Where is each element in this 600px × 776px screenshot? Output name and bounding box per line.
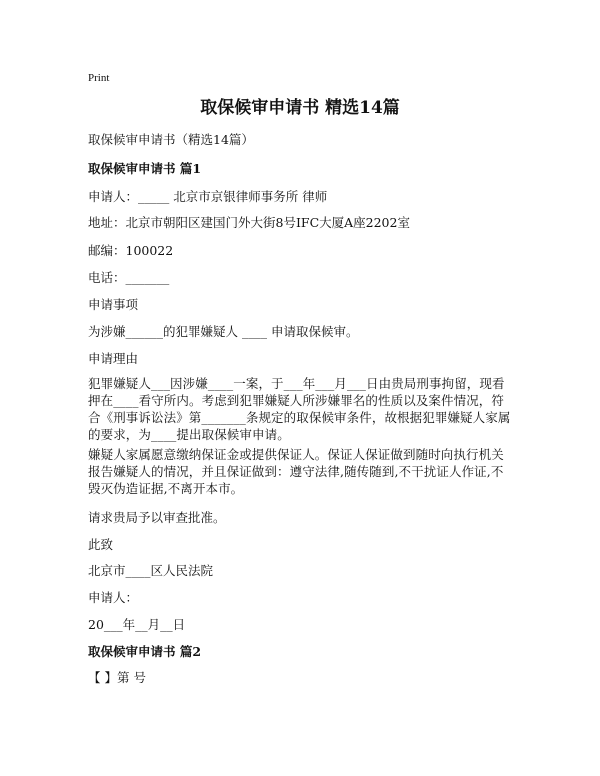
matter-heading: 申请事项 <box>88 297 139 312</box>
salutation-line: 此致 <box>88 537 114 552</box>
applicant-sign-line: 申请人： <box>88 590 139 605</box>
applicant-line: 申请人：_____ 北京市京银律师事务所 律师 <box>88 189 328 204</box>
section2-first-line: 【 】第 号 <box>88 670 146 685</box>
reason-paragraph: 犯罪嫌疑人___因涉嫌____一案，于___年___月___日由贵局刑事拘留，现看押在____看守所内。考虑到犯罪嫌疑人所涉嫌罪名的性质以及案件情况，符合《刑事诉讼法》第_______条规定的取保候审条件，故根据犯罪嫌疑人家属的要求，为____提出取保候审申请。 <box>88 376 511 442</box>
date-line: 20___年__月__日 <box>88 617 186 632</box>
address-line: 地址：北京市朝阳区建国门外大街8号IFC大厦A座2202室 <box>88 215 410 230</box>
phone-line: 电话：_______ <box>88 270 170 285</box>
page-title: 取保候审申请书 精选14篇 <box>200 98 400 118</box>
matter-text: 为涉嫌______的犯罪嫌疑人 ____ 申请取保候审。 <box>88 324 359 339</box>
guarantee-paragraph: 嫌疑人家属愿意缴纳保证金或提供保证人。保证人保证做到随时向执行机关报告嫌疑人的情况，并且保证做到：遵守法律,随传随到,不干扰证人作证,不毁灭伪造证据,不离开本市。 <box>88 447 504 496</box>
section-heading-1: 取保候审申请书 篇1 <box>88 161 202 176</box>
request-line: 请求贵局予以审查批准。 <box>88 510 226 525</box>
reason-heading: 申请理由 <box>88 351 139 366</box>
document-subtitle: 取保候审申请书（精选14篇） <box>88 132 254 147</box>
section-heading-2: 取保候审申请书 篇2 <box>88 644 202 659</box>
print-link[interactable]: Print <box>88 72 110 84</box>
court-line: 北京市____区人民法院 <box>88 563 214 578</box>
postcode-line: 邮编：100022 <box>88 243 174 258</box>
